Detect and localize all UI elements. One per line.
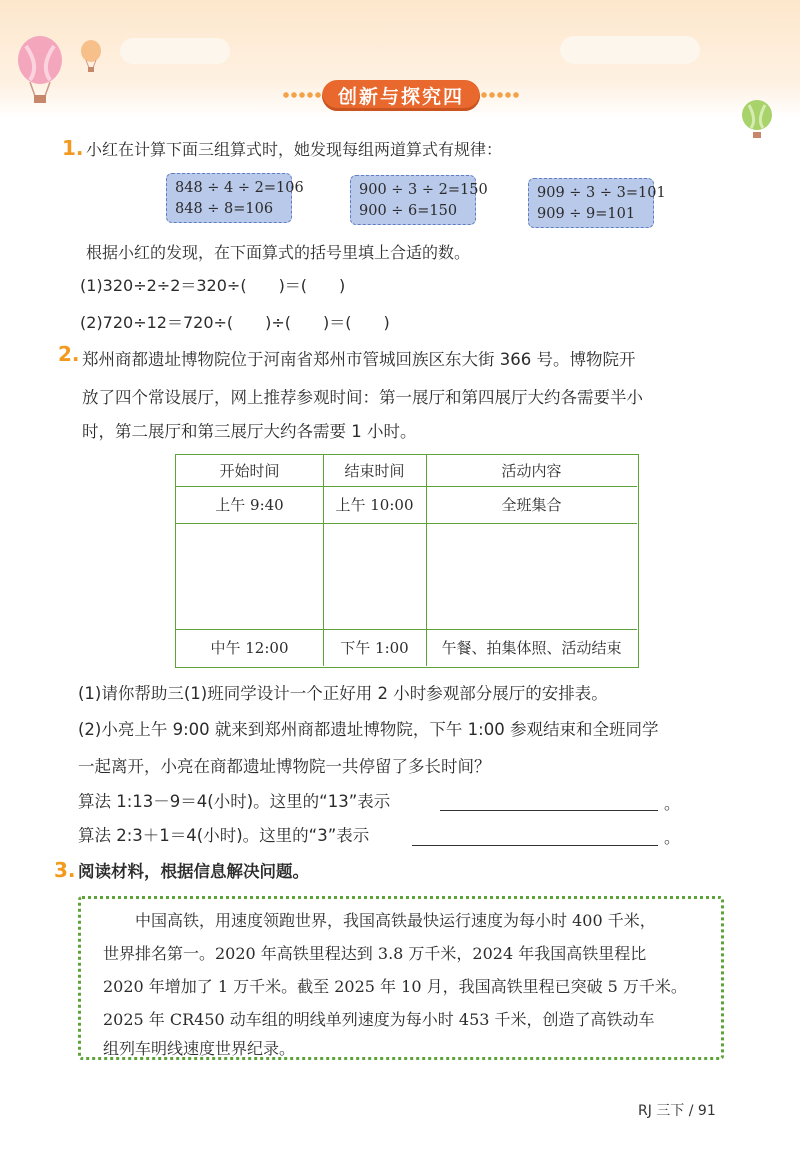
reading-line: 世界排名第一。2020 年高铁里程达到 3.8 万千米，2024 年我国高铁里程比 xyxy=(103,944,647,963)
reading-material-box xyxy=(78,896,724,1060)
question-1-prompt: 根据小红的发现，在下面算式的括号里填上合适的数。 xyxy=(86,243,471,262)
section-title xyxy=(286,80,516,110)
equation-line: 900 ÷ 6=150 xyxy=(359,203,458,219)
question-1-intro: 小红在计算下面三组算式时，她发现每组两道算式有规律： xyxy=(86,140,503,159)
hot-air-balloon-icon xyxy=(16,36,64,106)
table-cell: 上午 9:40 xyxy=(215,496,284,514)
question-3-number: 3. xyxy=(54,858,76,882)
question-1-number: 1. xyxy=(62,136,84,160)
section-title-label: 创新与探究四 xyxy=(322,80,480,111)
table-header-activity: 活动内容 xyxy=(501,462,562,480)
cloud-decoration xyxy=(560,36,700,64)
question-2-sub-2-line-2: 一起离开，小亮在商都遗址博物院一共停留了多长时间？ xyxy=(78,757,491,776)
schedule-table xyxy=(175,454,639,668)
question-2-number: 2. xyxy=(58,342,80,366)
method-1-period: 。 xyxy=(664,794,681,813)
method-1-text: 算法 1:13－9＝4(小时)。这里的“13”表示 xyxy=(78,792,391,811)
table-blank-activity[interactable] xyxy=(426,523,637,629)
title-dots-right xyxy=(480,92,520,98)
question-2-sub-2-line-1: (2)小亮上午 9:00 就来到郑州商都遗址博物院，下午 1:00 参观结束和全班同学 xyxy=(78,720,659,739)
equation-group-3 xyxy=(528,178,666,228)
question-2-line-2: 放了四个常设展厅，网上推荐参观时间：第一展厅和第四展厅大约各需要半小 xyxy=(82,388,643,407)
reading-line: 中国高铁，用速度领跑世界，我国高铁最快运行速度为每小时 400 千米， xyxy=(103,911,656,930)
table-cell: 全班集合 xyxy=(501,496,562,514)
equation-group-1 xyxy=(166,173,304,223)
method-2-answer-line[interactable] xyxy=(412,845,658,846)
table-cell: 下午 1:00 xyxy=(340,639,409,657)
reading-line: 组列车明线速度世界纪录。 xyxy=(103,1039,296,1058)
table-header-start: 开始时间 xyxy=(219,462,280,480)
reading-line: 2020 年增加了 1 万千米。截至 2025 年 10 月，我国高铁里程已突破 5 万千米。 xyxy=(103,977,687,996)
question-2-sub-1: (1)请你帮助三(1)班同学设计一个正好用 2 小时参观部分展厅的安排表。 xyxy=(78,684,608,703)
question-1-sub-2[interactable]: (2)720÷12＝720÷( )÷( )＝( ) xyxy=(80,313,390,332)
reading-line: 2025 年 CR450 动车组的明线单列速度为每小时 453 千米，创造了高铁动车 xyxy=(103,1010,655,1029)
table-cell: 中午 12:00 xyxy=(210,639,289,657)
table-cell: 午餐、拍集体照、活动结束 xyxy=(441,639,622,657)
method-2-text: 算法 2:3＋1＝4(小时)。这里的“3”表示 xyxy=(78,826,370,845)
table-blank-end[interactable] xyxy=(323,523,426,629)
equation-group-2 xyxy=(350,175,488,225)
equation-line: 909 ÷ 3 ÷ 3=101 xyxy=(537,185,666,201)
table-blank-start[interactable] xyxy=(176,523,323,629)
method-1-answer-line[interactable] xyxy=(440,810,658,811)
equation-line: 848 ÷ 8=106 xyxy=(175,201,274,217)
cloud-decoration xyxy=(120,38,230,64)
equation-line: 848 ÷ 4 ÷ 2=106 xyxy=(175,180,304,196)
hot-air-balloon-icon xyxy=(740,100,774,142)
method-2-period: 。 xyxy=(664,828,681,847)
hot-air-balloon-icon xyxy=(80,40,102,74)
question-2-line-1: 郑州商都遗址博物院位于河南省郑州市管城回族区东大街 366 号。博物院开 xyxy=(82,350,636,369)
equation-line: 900 ÷ 3 ÷ 2=150 xyxy=(359,182,488,198)
question-3-title: 阅读材料，根据信息解决问题。 xyxy=(78,862,309,881)
question-1-sub-1[interactable]: (1)320÷2÷2＝320÷( )＝( ) xyxy=(80,276,346,295)
equation-line: 909 ÷ 9=101 xyxy=(537,206,636,222)
table-header-end: 结束时间 xyxy=(344,462,405,480)
question-2-line-3: 时，第二展厅和第三展厅大约各需要 1 小时。 xyxy=(82,422,417,441)
title-dots-left xyxy=(282,92,322,98)
table-cell: 上午 10:00 xyxy=(335,496,414,514)
page-number: RJ 三下 / 91 xyxy=(638,1103,716,1119)
